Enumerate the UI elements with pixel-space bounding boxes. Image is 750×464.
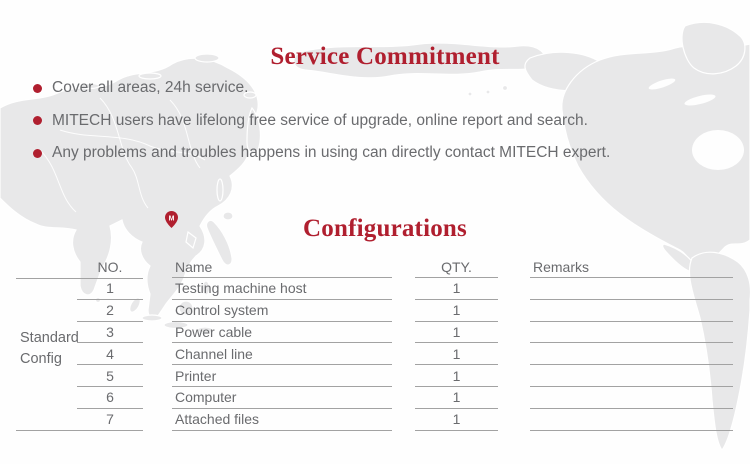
bullet-item — [33, 143, 610, 163]
row-2-no: 2 — [77, 300, 143, 322]
name-header: Name — [172, 256, 392, 278]
row-2-qty: 1 — [415, 300, 498, 322]
row-1-qty: 1 — [415, 278, 498, 300]
bullet-icon — [33, 116, 42, 125]
row-2-remarks — [530, 300, 733, 322]
row-6-remarks — [530, 387, 733, 409]
group-label-line1: Standard — [20, 330, 79, 347]
bullet-icon — [33, 84, 42, 93]
row-7-remarks — [530, 409, 733, 431]
config-table — [16, 256, 734, 434]
row-7-name: Attached files — [172, 409, 392, 431]
qty-header: QTY. — [415, 256, 498, 278]
bullet-text: MITECH users have lifelong free service of upgrade, online report and search. — [52, 111, 588, 129]
row-3-remarks — [530, 322, 733, 344]
row-1-name: Testing machine host — [172, 278, 392, 300]
group-label-line2: Config — [20, 351, 62, 368]
row-1-remarks — [530, 278, 733, 300]
column-qty — [415, 256, 498, 431]
row-6-no: 6 — [77, 387, 143, 409]
column-no — [77, 256, 143, 431]
pin-letter: M — [168, 215, 175, 223]
service-bullet-list — [33, 78, 610, 176]
bullet-text: Any problems and troubles happens in using can directly contact MITECH expert. — [52, 144, 611, 161]
row-7-no: 7 — [77, 409, 143, 431]
row-7-qty: 1 — [415, 409, 498, 431]
row-2-name: Control system — [172, 300, 392, 322]
row-4-name: Channel line — [172, 343, 392, 365]
configurations-title: Configurations — [303, 214, 467, 242]
row-4-remarks — [530, 343, 733, 365]
location-pin-icon — [165, 211, 178, 228]
row-5-remarks — [530, 365, 733, 387]
row-3-no: 3 — [77, 322, 143, 344]
bullet-item — [33, 78, 610, 98]
service-commitment-title: Service Commitment — [270, 42, 500, 70]
bullet-item — [33, 111, 610, 131]
row-5-qty: 1 — [415, 365, 498, 387]
row-4-no: 4 — [77, 343, 143, 365]
row-3-name: Power cable — [172, 322, 392, 344]
row-6-name: Computer — [172, 387, 392, 409]
row-1-no: 1 — [77, 278, 143, 300]
row-5-name: Printer — [172, 365, 392, 387]
row-6-qty: 1 — [415, 387, 498, 409]
row-4-qty: 1 — [415, 343, 498, 365]
remarks-header: Remarks — [530, 256, 733, 278]
no-header: NO. — [97, 259, 123, 275]
column-name — [172, 256, 392, 431]
row-3-qty: 1 — [415, 322, 498, 344]
bullet-text: Cover all areas, 24h service. — [52, 79, 249, 96]
bullet-icon — [33, 149, 42, 158]
row-5-no: 5 — [77, 365, 143, 387]
column-remarks — [530, 256, 733, 431]
